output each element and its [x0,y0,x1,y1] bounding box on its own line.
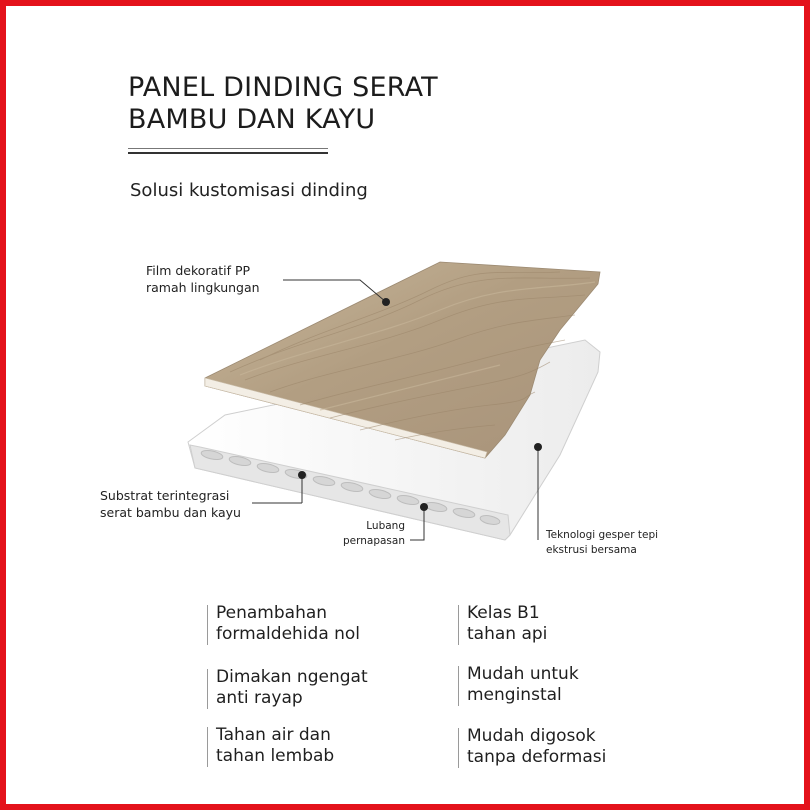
callout-film-line1: Film dekoratif PP [146,263,251,278]
feature-line2: formaldehida nol [216,624,361,644]
film-marker-dot [382,298,390,306]
callout-hole-line1: Lubang [366,520,405,532]
feature-line1: Dimakan ngengat [216,667,368,687]
hole-marker-dot [420,503,428,511]
feature-line2: tanpa deformasi [467,747,607,767]
feature-line1: Kelas B1 [467,603,540,623]
callout-substrate-line2: serat bambu dan kayu [100,505,241,520]
clip-marker-dot [534,443,542,451]
substrate-marker-dot [298,471,306,479]
title-line-1: PANEL DINDING SERAT [128,72,438,103]
feature-line1: Tahan air dan [216,725,331,745]
callout-clip-line1: Teknologi gesper tepi [546,529,659,541]
subtitle: Solusi kustomisasi dinding [130,180,368,201]
feature-line1: Mudah digosok [467,726,596,746]
feature-line2: menginstal [467,685,562,705]
feature-line2: anti rayap [216,688,303,708]
title-line-2: BAMBU DAN KAYU [128,104,376,135]
feature-line2: tahan api [467,624,548,644]
callout-film [146,262,260,296]
callout-substrate-line1: Substrat terintegrasi [100,488,230,503]
callout-clip-line2: ekstrusi bersama [546,544,637,556]
callout-hole-line2: pernapasan [342,535,405,547]
callout-film-line2: ramah lingkungan [146,280,260,295]
feature-line2: tahan lembab [216,746,335,766]
feature-line1: Penambahan [216,603,328,623]
feature-line1: Mudah untuk [467,664,579,684]
callout-substrate [100,487,241,521]
callout-clip [546,528,658,558]
callout-hole [340,519,405,549]
